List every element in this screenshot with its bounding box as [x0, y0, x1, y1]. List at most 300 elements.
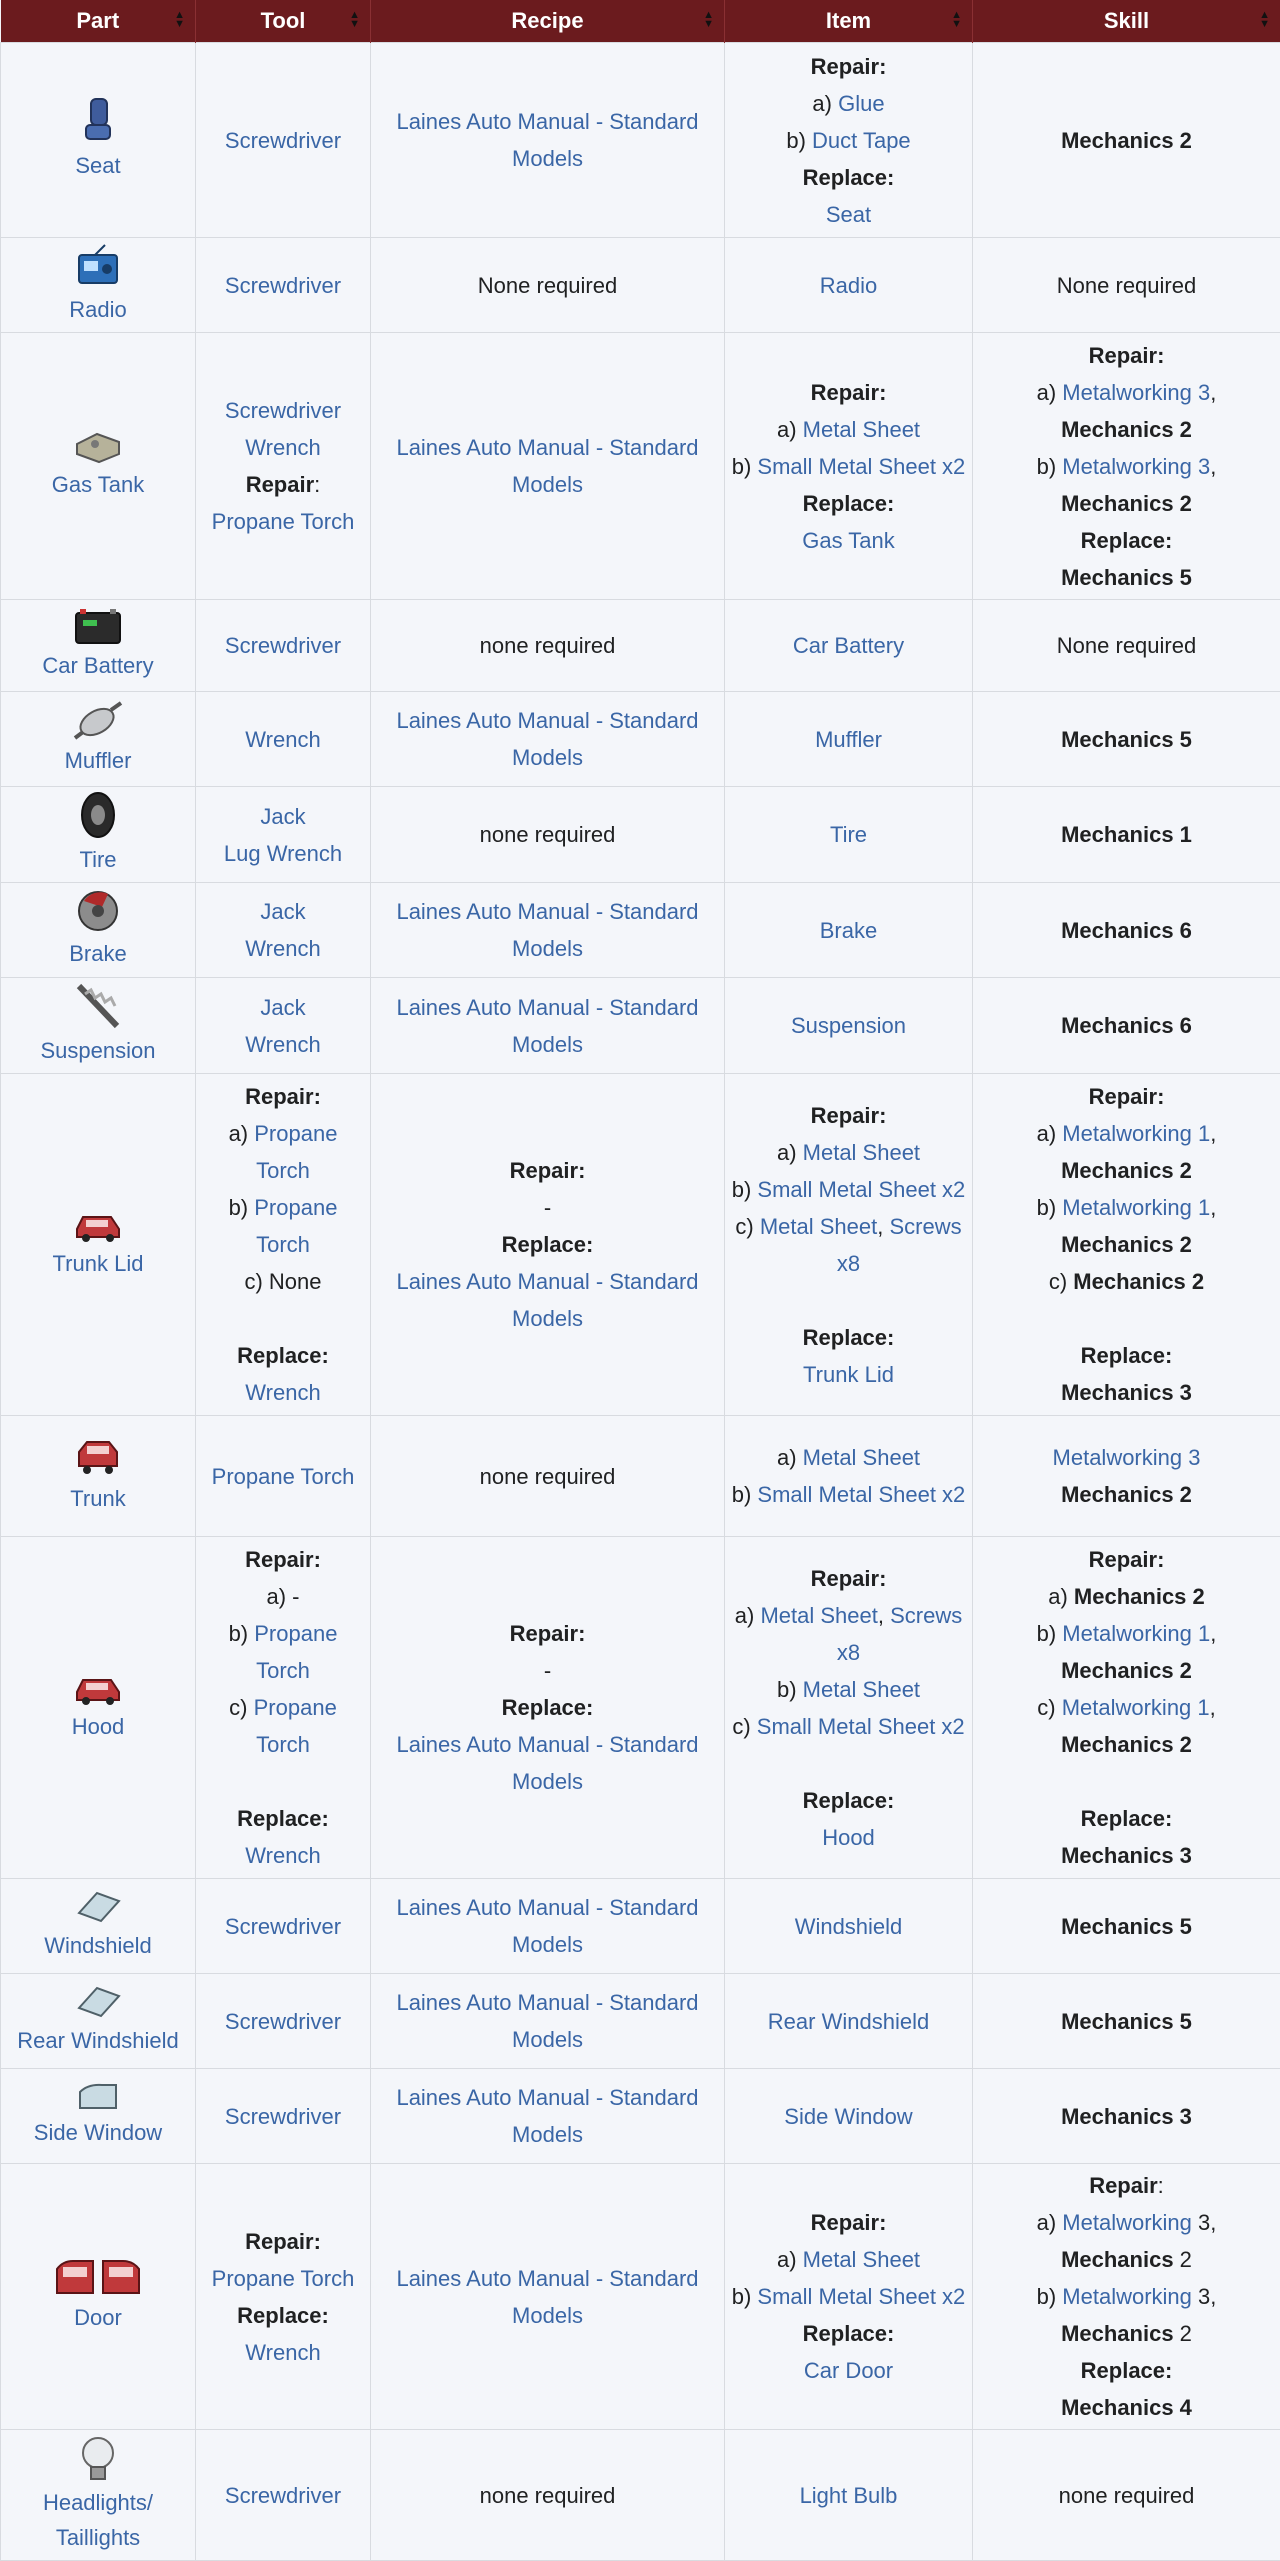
skill-level: 2 [1174, 2247, 1192, 2272]
item-cell [725, 1879, 973, 1974]
skill-value: Mechanics 2 [979, 411, 1274, 448]
tool-cell [196, 1074, 371, 1416]
option-label: c) [1037, 1695, 1055, 1720]
item-link[interactable]: Duct Tape [812, 128, 911, 153]
repair-label: Repair: [979, 337, 1274, 374]
replace-label: Replace: [979, 1337, 1274, 1374]
header-item[interactable] [725, 0, 973, 43]
item-link[interactable]: Trunk Lid [731, 1356, 966, 1393]
item-link[interactable]: Radio [820, 273, 877, 298]
part-link[interactable]: Seat [75, 153, 120, 178]
skill-level: 3, [1192, 2284, 1216, 2309]
replace-label: Replace: [979, 522, 1274, 559]
glass-icon[interactable] [73, 1984, 123, 2020]
item-cell [725, 43, 973, 238]
skill-cell [973, 692, 1280, 787]
recipe-link[interactable]: Laines Auto Manual - Standard Models [396, 995, 698, 1057]
comma: , [1210, 380, 1216, 405]
item-cell [725, 2069, 973, 2164]
colon: : [1158, 2173, 1164, 2198]
repair-label: Repair: [202, 2223, 364, 2260]
header-label: Part [76, 8, 119, 33]
glass-icon[interactable] [73, 1889, 123, 1925]
item-link[interactable]: Suspension [791, 1013, 906, 1038]
option-label: b) [732, 454, 752, 479]
tool-cell [196, 692, 371, 787]
header-label: Item [826, 8, 871, 33]
skill-link[interactable]: Metalworking 1 [1062, 1621, 1210, 1646]
part-cell [1, 2069, 196, 2164]
part-cell [1, 1074, 196, 1416]
option-label: a) - [202, 1578, 364, 1615]
part-link[interactable]: Rear Windshield [17, 2028, 178, 2053]
item-cell [725, 1974, 973, 2069]
option-label: b) [229, 1621, 249, 1646]
recipe-link[interactable]: Laines Auto Manual - Standard Models [396, 2266, 698, 2328]
table-row [1, 2069, 1280, 2164]
recipe-link[interactable]: Laines Auto Manual - Standard Models [377, 1263, 718, 1337]
item-cell [725, 883, 973, 978]
table-row [1, 1074, 1280, 1416]
replace-label: Replace: [731, 485, 966, 522]
muffler-icon[interactable] [73, 700, 123, 740]
part-cell [1, 1537, 196, 1879]
item-link[interactable]: Glue [838, 91, 884, 116]
part-link[interactable]: Door [74, 2305, 122, 2330]
option-label: a) [1048, 1584, 1068, 1609]
tool-link[interactable]: Propane Torch [254, 1695, 337, 1757]
tire-icon[interactable] [78, 791, 118, 839]
tool-link[interactable]: Screwdriver [225, 2483, 341, 2508]
recipe-value: none required [480, 1464, 616, 1489]
item-cell [725, 787, 973, 883]
part-cell [1, 978, 196, 1074]
skill-cell [973, 1416, 1280, 1537]
option-label: a) [777, 1445, 797, 1470]
tool-cell [196, 883, 371, 978]
recipe-cell [371, 1974, 725, 2069]
item-cell [725, 238, 973, 333]
item-cell [725, 978, 973, 1074]
replace-label: Replace: [731, 1319, 966, 1356]
recipe-cell [371, 2430, 725, 2561]
item-link[interactable]: Car Battery [793, 633, 904, 658]
car-icon[interactable] [73, 1670, 123, 1706]
item-link[interactable]: Metal Sheet [803, 1677, 920, 1702]
skill-value: None required [1057, 633, 1196, 658]
option-label: c) None [202, 1263, 364, 1300]
tool-link[interactable]: Jack [202, 989, 364, 1026]
skill-value: Mechanics 2 [1074, 1584, 1205, 1609]
part-cell [1, 1974, 196, 2069]
car-icon[interactable] [73, 1436, 123, 1478]
skill-cell [973, 1074, 1280, 1416]
recipe-link[interactable]: Laines Auto Manual - Standard Models [396, 435, 698, 497]
recipe-cell [371, 43, 725, 238]
tool-link[interactable]: Wrench [202, 1026, 364, 1063]
replace-label: Replace: [377, 1689, 718, 1726]
comma: , [877, 1214, 883, 1239]
part-link[interactable]: Trunk Lid [53, 1251, 144, 1276]
recipe-link[interactable]: Laines Auto Manual - Standard Models [377, 1726, 718, 1800]
tool-link[interactable]: Wrench [202, 930, 364, 967]
dash: - [377, 1652, 718, 1689]
sort-icon[interactable]: ▲ ▼ [703, 11, 714, 29]
part-link[interactable]: Trunk [70, 1486, 125, 1511]
part-link[interactable]: Radio [69, 297, 126, 322]
tool-cell [196, 600, 371, 692]
seat-icon[interactable] [83, 97, 113, 145]
part-cell [1, 600, 196, 692]
comma: , [1210, 1695, 1216, 1720]
part-link[interactable]: Hood [72, 1714, 125, 1739]
tool-link[interactable]: Screwdriver [202, 392, 364, 429]
item-link[interactable]: Tire [830, 822, 867, 847]
item-cell [725, 2164, 973, 2430]
repair-label: Repair [246, 472, 314, 497]
part-cell [1, 43, 196, 238]
car-battery-icon[interactable] [73, 607, 123, 645]
skill-value: Mechanics 2 [979, 1226, 1274, 1263]
recipe-link[interactable]: Laines Auto Manual - Standard Models [396, 109, 698, 171]
radio-icon[interactable] [75, 243, 121, 289]
tool-link[interactable]: Wrench [245, 727, 320, 752]
skill-cell [973, 333, 1280, 600]
part-link[interactable]: Windshield [44, 1933, 152, 1958]
tool-link[interactable]: Screwdriver [225, 128, 341, 153]
item-link[interactable]: Metal Sheet [760, 1214, 877, 1239]
part-cell [1, 333, 196, 600]
item-link[interactable]: Side Window [784, 2104, 912, 2129]
header-label: Skill [1104, 8, 1149, 33]
tool-link[interactable]: Jack [202, 798, 364, 835]
tool-link[interactable]: Screwdriver [225, 1914, 341, 1939]
skill-link[interactable]: Metalworking 3 [979, 1439, 1274, 1476]
recipe-value: none required [480, 633, 616, 658]
item-cell [725, 692, 973, 787]
replace-label: Replace: [979, 1800, 1274, 1837]
table-row [1, 692, 1280, 787]
recipe-cell [371, 1537, 725, 1879]
recipe-link[interactable]: Laines Auto Manual - Standard Models [396, 708, 698, 770]
part-cell [1, 2164, 196, 2430]
item-cell [725, 333, 973, 600]
part-cell [1, 692, 196, 787]
tool-link[interactable]: Wrench [202, 1837, 364, 1874]
option-label: a) [1037, 380, 1057, 405]
option-label: a) [812, 91, 832, 116]
header-tool[interactable] [196, 0, 371, 43]
item-link[interactable]: Gas Tank [731, 522, 966, 559]
part-link[interactable]: Brake [69, 941, 126, 966]
table-row [1, 43, 1280, 238]
part-link[interactable]: Tire [79, 847, 116, 872]
recipe-cell [371, 1879, 725, 1974]
skill-cell [973, 2430, 1280, 2561]
recipe-link[interactable]: Laines Auto Manual - Standard Models [396, 1990, 698, 2052]
part-cell [1, 2430, 196, 2561]
table-row [1, 1879, 1280, 1974]
tool-link[interactable]: Propane Torch [254, 1621, 337, 1683]
repair-label: Repair: [979, 1078, 1274, 1115]
tool-link[interactable]: Wrench [202, 2334, 364, 2371]
recipe-cell [371, 600, 725, 692]
skill-value: Mechanics 2 [1061, 128, 1192, 153]
tool-link[interactable]: Propane Torch [254, 1195, 337, 1257]
sort-icon[interactable]: ▲ ▼ [951, 11, 962, 29]
repair-label: Repair: [731, 48, 966, 85]
item-link[interactable]: Small Metal Sheet x2 [757, 2284, 965, 2309]
skill-cell [973, 600, 1280, 692]
comma: , [1210, 1121, 1216, 1146]
option-label: a) [229, 1121, 249, 1146]
suspension-icon[interactable] [73, 982, 123, 1030]
skill-value: Mechanics 5 [1061, 1914, 1192, 1939]
skill-cell [973, 238, 1280, 333]
part-link[interactable]: Headlights/ [5, 2485, 191, 2520]
recipe-cell [371, 1074, 725, 1416]
tool-link[interactable]: Screwdriver [225, 273, 341, 298]
repair-label: Repair: [731, 2204, 966, 2241]
tool-link[interactable]: Propane Torch [254, 1121, 337, 1183]
recipe-value: none required [480, 2483, 616, 2508]
skill-value: Mechanics 3 [1061, 2104, 1192, 2129]
sort-icon[interactable]: ▲ ▼ [349, 11, 360, 29]
tool-cell [196, 978, 371, 1074]
skill-link[interactable]: Metalworking 3 [1062, 380, 1210, 405]
tool-link[interactable]: Lug Wrench [202, 835, 364, 872]
part-link[interactable]: Taillights [5, 2520, 191, 2555]
part-cell [1, 1416, 196, 1537]
replace-label: Replace: [979, 2352, 1274, 2389]
skill-link[interactable]: Metalworking [1062, 2210, 1192, 2235]
part-link[interactable]: Car Battery [42, 653, 153, 678]
skill-cell [973, 2069, 1280, 2164]
item-cell [725, 600, 973, 692]
tool-link[interactable]: Screwdriver [225, 633, 341, 658]
repair-label: Repair: [202, 1078, 364, 1115]
tool-link[interactable]: Propane Torch [212, 1464, 355, 1489]
header-skill[interactable] [973, 0, 1280, 43]
option-label: b) [1037, 1195, 1057, 1220]
part-link[interactable]: Side Window [34, 2120, 162, 2145]
option-label: b) [732, 2284, 752, 2309]
replace-label: Replace: [202, 1337, 364, 1374]
item-link[interactable]: Metal Sheet [760, 1603, 877, 1628]
recipe-link[interactable]: Laines Auto Manual - Standard Models [396, 2085, 698, 2147]
option-label: a) [735, 1603, 755, 1628]
skill-value: Mechanics 2 [979, 1652, 1274, 1689]
repair-label: Repair: [377, 1152, 718, 1189]
door-icon[interactable] [53, 2257, 143, 2297]
table-row [1, 2164, 1280, 2430]
comma: , [878, 1603, 884, 1628]
recipe-cell [371, 2069, 725, 2164]
tool-cell [196, 1974, 371, 2069]
skill-value: Mechanics 2 [1073, 1269, 1204, 1294]
option-label: b) [229, 1195, 249, 1220]
item-link[interactable]: Muffler [815, 727, 882, 752]
skill-link[interactable]: Metalworking 1 [1062, 1195, 1210, 1220]
part-cell [1, 787, 196, 883]
option-label: b) [732, 1177, 752, 1202]
car-icon[interactable] [73, 1207, 123, 1243]
option-label: a) [1037, 2210, 1057, 2235]
repair-label: Repair: [731, 1560, 966, 1597]
gas-tank-icon[interactable] [73, 430, 123, 464]
header-part[interactable] [1, 0, 196, 43]
dash: - [377, 1189, 718, 1226]
replace-label: Replace: [202, 2297, 364, 2334]
sort-icon[interactable]: ▲ ▼ [1259, 11, 1270, 29]
skill-cell [973, 1879, 1280, 1974]
option-label: c) [735, 1214, 753, 1239]
skill-link[interactable]: Metalworking 1 [1062, 1695, 1210, 1720]
skill-level: 3, [1192, 2210, 1216, 2235]
option-label: c) [1049, 1269, 1067, 1294]
item-link[interactable]: Screws x8 [837, 1214, 962, 1276]
item-link[interactable]: Metal Sheet [803, 417, 920, 442]
header-recipe[interactable] [371, 0, 725, 43]
part-link[interactable]: Gas Tank [52, 472, 145, 497]
part-link[interactable]: Suspension [41, 1038, 156, 1063]
comma: , [1210, 1195, 1216, 1220]
skill-link[interactable]: Metalworking 1 [1062, 1121, 1210, 1146]
tool-cell [196, 2164, 371, 2430]
replace-label: Replace: [202, 1800, 364, 1837]
tool-link[interactable]: Wrench [202, 429, 364, 466]
recipe-cell [371, 883, 725, 978]
skill-value: Mechanics 5 [1061, 727, 1192, 752]
item-cell [725, 2430, 973, 2561]
option-label: b) [732, 1482, 752, 1507]
skill-link[interactable]: Metalworking 3 [1062, 454, 1210, 479]
repair-label: Repair: [731, 374, 966, 411]
table-row [1, 1974, 1280, 2069]
tool-cell [196, 43, 371, 238]
sort-icon[interactable]: ▲ ▼ [174, 11, 185, 29]
item-link[interactable]: Seat [731, 196, 966, 233]
skill-cell [973, 787, 1280, 883]
tool-cell [196, 1879, 371, 1974]
item-link[interactable]: Car Door [731, 2352, 966, 2389]
skill-value: Mechanics 6 [1061, 918, 1192, 943]
comma: , [1210, 1621, 1216, 1646]
option-label: a) [777, 2247, 797, 2272]
comma: , [1210, 454, 1216, 479]
skill-cell [973, 883, 1280, 978]
item-link[interactable]: Screws x8 [837, 1603, 962, 1665]
table-row [1, 238, 1280, 333]
recipe-cell [371, 787, 725, 883]
recipe-link[interactable]: Laines Auto Manual - Standard Models [396, 899, 698, 961]
item-cell [725, 1416, 973, 1537]
item-link[interactable]: Windshield [795, 1914, 903, 1939]
option-label: a) [1037, 1121, 1057, 1146]
replace-label: Replace: [731, 2315, 966, 2352]
colon: : [314, 472, 320, 497]
table-row [1, 978, 1280, 1074]
recipe-cell [371, 978, 725, 1074]
skill-cell [973, 43, 1280, 238]
skill-value: Mechanics 5 [1061, 2009, 1192, 2034]
skill-value: Mechanics 6 [1061, 1013, 1192, 1038]
table-row [1, 883, 1280, 978]
skill-value: Mechanics 4 [979, 2389, 1274, 2426]
table-row [1, 600, 1280, 692]
table-row [1, 787, 1280, 883]
light-bulb-icon[interactable] [78, 2435, 118, 2483]
option-label: b) [1037, 2284, 1057, 2309]
option-label: b) [1037, 1621, 1057, 1646]
part-cell [1, 238, 196, 333]
repair-label: Repair: [979, 1541, 1274, 1578]
brake-icon[interactable] [76, 889, 120, 933]
tool-link[interactable]: Screwdriver [225, 2104, 341, 2129]
option-label: a) [777, 417, 797, 442]
option-label: c) [229, 1695, 247, 1720]
item-link[interactable]: Small Metal Sheet x2 [757, 454, 965, 479]
item-link[interactable]: Metal Sheet [803, 1445, 920, 1470]
tool-cell [196, 787, 371, 883]
table-header [1, 0, 1280, 43]
item-cell [725, 1074, 973, 1416]
option-label: b) [1037, 454, 1057, 479]
tool-link[interactable]: Propane Torch [202, 503, 364, 540]
repair-label: Repair: [202, 1541, 364, 1578]
glass-icon[interactable] [76, 2082, 120, 2112]
skill-value: Mechanics 1 [1061, 822, 1192, 847]
skill-value: None required [1057, 273, 1196, 298]
skill-cell [973, 2164, 1280, 2430]
recipe-link[interactable]: Laines Auto Manual - Standard Models [396, 1895, 698, 1957]
item-link[interactable]: Brake [820, 918, 877, 943]
option-label: b) [777, 1677, 797, 1702]
item-link[interactable]: Small Metal Sheet x2 [757, 1714, 965, 1739]
skill-value: Mechanics 5 [979, 559, 1274, 596]
item-link[interactable]: Rear Windshield [768, 2009, 929, 2034]
option-label: b) [786, 128, 806, 153]
item-link[interactable]: Light Bulb [800, 2483, 898, 2508]
part-link[interactable]: Muffler [65, 748, 132, 773]
tool-cell [196, 333, 371, 600]
tool-link[interactable]: Jack [202, 893, 364, 930]
tool-link[interactable]: Screwdriver [225, 2009, 341, 2034]
tool-link[interactable]: Propane Torch [202, 2260, 364, 2297]
skill-level: 2 [1174, 2321, 1192, 2346]
skill-value: Mechanics 3 [979, 1837, 1274, 1874]
replace-label: Replace: [731, 1782, 966, 1819]
item-link[interactable]: Small Metal Sheet x2 [757, 1177, 965, 1202]
item-link[interactable]: Metal Sheet [803, 1140, 920, 1165]
recipe-value: None required [478, 273, 617, 298]
item-link[interactable]: Small Metal Sheet x2 [757, 1482, 965, 1507]
skill-cell [973, 1974, 1280, 2069]
tool-link[interactable]: Wrench [202, 1374, 364, 1411]
table-row [1, 1537, 1280, 1879]
tool-cell [196, 2069, 371, 2164]
tool-cell [196, 1416, 371, 1537]
item-link[interactable]: Metal Sheet [803, 2247, 920, 2272]
table-row [1, 2430, 1280, 2561]
item-link[interactable]: Hood [731, 1819, 966, 1856]
tool-cell [196, 2430, 371, 2561]
item-cell [725, 1537, 973, 1879]
header-label: Recipe [511, 8, 583, 33]
skill-link[interactable]: Metalworking [1062, 2284, 1192, 2309]
replace-label: Replace: [731, 159, 966, 196]
skill-value: Mechanics 2 [979, 1476, 1274, 1513]
